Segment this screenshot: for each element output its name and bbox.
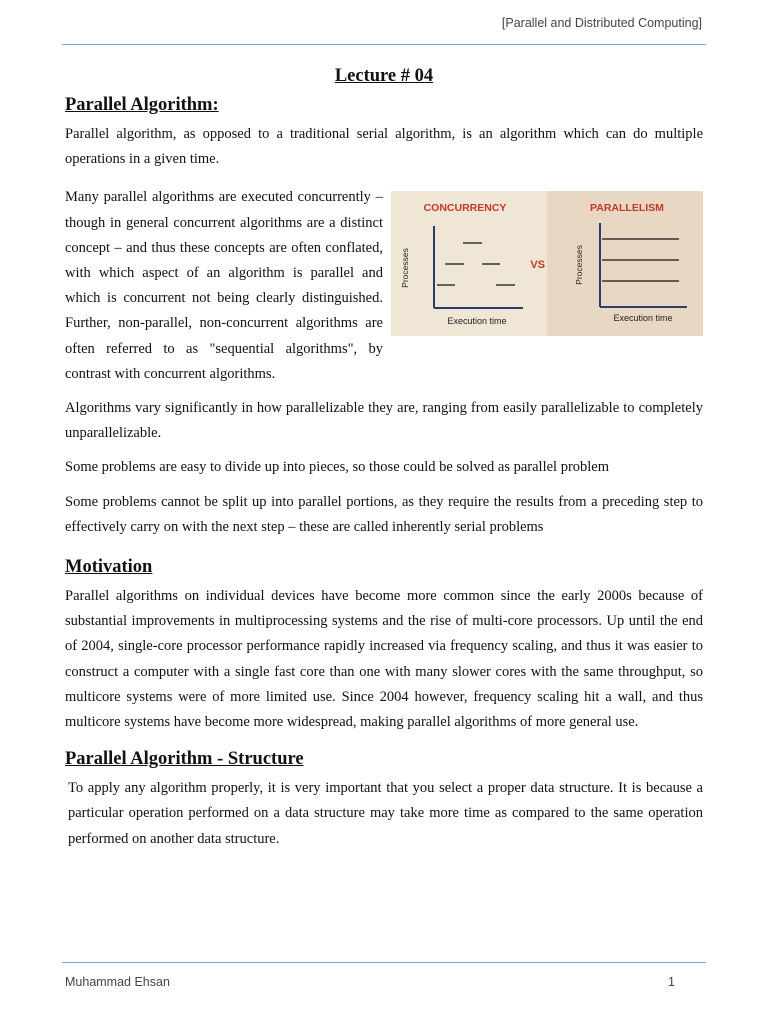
paragraph-intro: Parallel algorithm, as opposed to a traditional serial algorithm, is an algorithm which can do multiple operations in a given time.	[65, 126, 703, 168]
paragraph-structure: To apply any algorithm properly, it is very important that you select a proper data structure. It is because a particular operation performed on a data structure may take more time as compared to the same operation performed on another data structure.	[68, 780, 703, 847]
concurrency-vs-parallelism-figure	[391, 191, 703, 336]
paragraph-motivation: Parallel algorithms on individual devices have become more common since the early 2000s because of substantial improvements in multiprocessing systems and the rise of multi-core processors. Up until the end of 2004, single-core processor performance rapidly increased via frequency scaling, and thus it was easier to construct a computer with a single fast core than one with many slower cores with the same throughput, so multicore systems were of more limited use. Since 2004 however, frequency scaling hit a wall, and thus multicore systems have become more widespread, making parallel algorithms of more general use.	[65, 588, 703, 731]
concurrency-panel	[391, 191, 547, 336]
heading-motivation: Motivation	[65, 557, 153, 578]
page-content	[65, 66, 703, 852]
parallelism-panel	[547, 191, 703, 336]
heading-parallel-algorithm: Parallel Algorithm:	[65, 95, 219, 115]
running-header: [Parallel and Distributed Computing]	[501, 16, 702, 30]
paragraph-concurrency: Many parallel algorithms are executed concurrently – though in general concurrent algorithms are a distinct concept – and thus these concepts are often conflated, with which aspect of an algorithm is parallel and which is concurrent not being clearly distinguished. Further, non-parallel, non-concurrent algorithms are often referred to as "sequential algorithms", by contrast with concurrent algorithms.	[65, 189, 383, 382]
concurrency-diagram	[391, 191, 547, 336]
concurrency-title: CONCURRENCY	[423, 202, 507, 215]
paragraph-easy-problems: Some problems are easy to divide up into pieces, so those could be solved as parallel problem	[65, 459, 610, 476]
y-axis-label: Processes	[574, 245, 584, 286]
parallelism-diagram	[547, 191, 703, 336]
y-axis-label: Processes	[400, 248, 410, 289]
text-figure-row	[65, 185, 703, 387]
page-number: 1	[668, 975, 675, 989]
parallelism-title: PARALLELISM	[590, 202, 664, 215]
footer-author: Muhammad Ehsan	[65, 975, 170, 989]
lecture-title: Lecture # 04	[334, 66, 434, 86]
vs-label: VS	[530, 259, 545, 272]
x-axis-label: Execution time	[613, 313, 673, 324]
x-axis-label: Execution time	[447, 316, 507, 327]
footer-rule	[62, 962, 706, 963]
header-rule	[62, 44, 706, 45]
paragraph-serial-problems: Some problems cannot be split up into parallel portions, as they require the results from a preceding step to effectively carry on with the next step – these are called inherently serial problems	[65, 493, 703, 535]
paragraph-parallelizable: Algorithms vary significantly in how parallelizable they are, ranging from easily parallelizable to completely unparallelizable.	[65, 400, 703, 442]
heading-structure: Parallel Algorithm - Structure	[65, 749, 304, 770]
